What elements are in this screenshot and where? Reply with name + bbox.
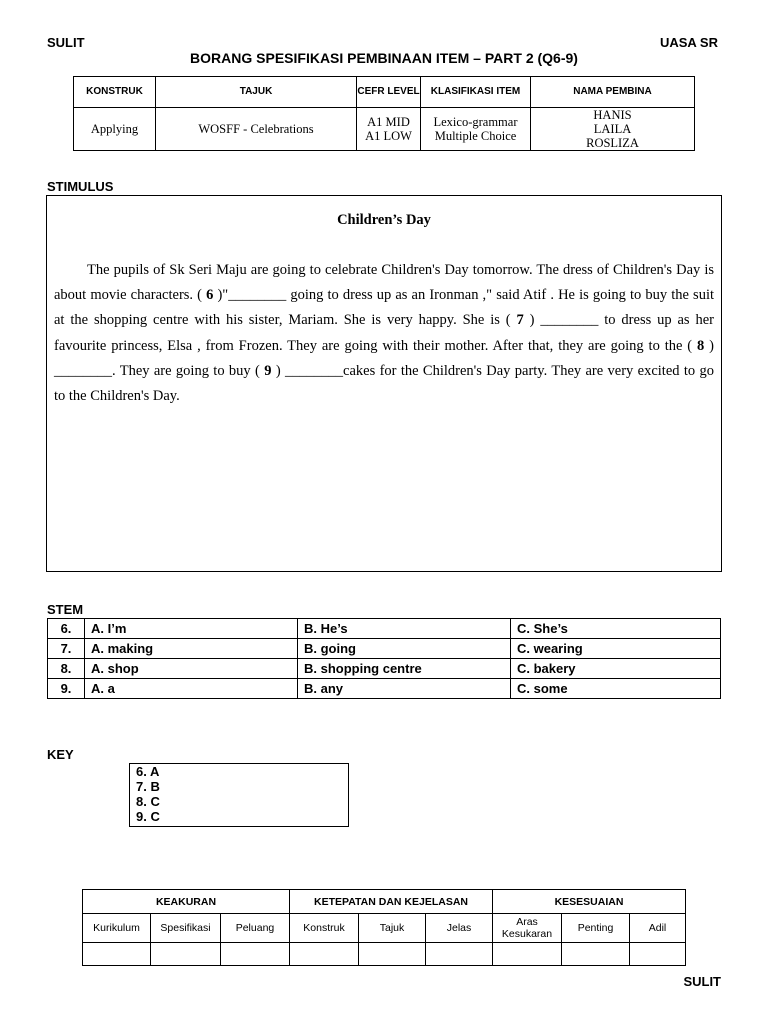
stem-option-b: B. any bbox=[298, 679, 511, 699]
spec-cefr-1: A1 MID bbox=[367, 115, 410, 129]
review-table bbox=[82, 889, 686, 966]
stimulus-box bbox=[46, 195, 722, 572]
stem-row bbox=[48, 659, 721, 679]
review-cell bbox=[290, 943, 359, 966]
stem-row bbox=[48, 679, 721, 699]
stem-row bbox=[48, 619, 721, 639]
stem-option-a: A. shop bbox=[85, 659, 298, 679]
stem-option-a: A. a bbox=[85, 679, 298, 699]
spec-header-cefr: CEFR LEVEL bbox=[357, 77, 421, 108]
review-col-penting: Penting bbox=[562, 914, 630, 943]
spec-tajuk: WOSFF - Celebrations bbox=[156, 108, 357, 151]
spec-klasifikasi bbox=[421, 108, 531, 151]
stem-table bbox=[47, 618, 721, 699]
review-col-adil: Adil bbox=[630, 914, 686, 943]
review-cell bbox=[562, 943, 630, 966]
review-col-peluang: Peluang bbox=[221, 914, 290, 943]
review-group-kesesuaian: KESESUAIAN bbox=[493, 890, 686, 914]
stimulus-label: STIMULUS bbox=[47, 179, 114, 194]
answer-key-item: 8. C bbox=[136, 794, 160, 809]
stem-label: STEM bbox=[47, 602, 84, 617]
spec-table bbox=[73, 76, 695, 151]
stem-number: 9. bbox=[48, 679, 85, 699]
review-cell bbox=[221, 943, 290, 966]
answer-key-box bbox=[129, 763, 349, 827]
exam-code: UASA SR bbox=[659, 35, 718, 50]
classification-footer: SULIT bbox=[683, 974, 721, 989]
review-cell bbox=[630, 943, 686, 966]
stimulus-title: Children’s Day bbox=[337, 212, 431, 228]
blank-number-6: 6 bbox=[206, 287, 214, 304]
stem-option-c: C. some bbox=[511, 679, 721, 699]
review-group-keakuran: KEAKURAN bbox=[83, 890, 290, 914]
review-cell bbox=[493, 943, 562, 966]
blank-number-7: 7 bbox=[516, 312, 524, 329]
spec-klasifikasi-2: Multiple Choice bbox=[434, 129, 517, 143]
stem-row bbox=[48, 639, 721, 659]
spec-header-tajuk: TAJUK bbox=[156, 77, 357, 108]
classification-left: SULIT bbox=[47, 35, 85, 50]
stem-option-a: A. I’m bbox=[85, 619, 298, 639]
spec-pembina-3: ROSLIZA bbox=[586, 136, 639, 150]
review-cell bbox=[426, 943, 493, 966]
review-cell bbox=[359, 943, 426, 966]
stimulus-passage: The pupils of Sk Seri Maju are going to celebrate Children's Day tomorrow. The dress of Children's Day is about movie characters. ( 6 )"________ going to dress up as an Ironman ," said Atif . He is going to buy the suit at the shopping centre with his sister, Mariam. She is very happy. She is ( 7 ) ________ to dress up as her favourite princess, Elsa , from Frozen. They are going with their mother. After that, they are going to the ( 8 ) ________. They are going to buy ( 9 ) ________cakes for the Children's Day party. They are very excited to go to the Children's Day. bbox=[54, 262, 715, 405]
spec-header-klasifikasi: KLASIFIKASI ITEM bbox=[421, 77, 531, 108]
spec-cefr bbox=[357, 108, 421, 151]
review-cell bbox=[83, 943, 151, 966]
review-group-ketepatan: KETEPATAN DAN KEJELASAN bbox=[290, 890, 493, 914]
review-col-tajuk: Tajuk bbox=[359, 914, 426, 943]
spec-header-pembina: NAMA PEMBINA bbox=[531, 77, 695, 108]
stem-option-c: C. She’s bbox=[511, 619, 721, 639]
spec-pembina bbox=[531, 108, 695, 151]
review-col-jelas: Jelas bbox=[426, 914, 493, 943]
spec-header-konstruk: KONSTRUK bbox=[74, 77, 156, 108]
review-cell bbox=[151, 943, 221, 966]
stem-number: 7. bbox=[48, 639, 85, 659]
stem-option-b: B. shopping centre bbox=[298, 659, 511, 679]
review-col-kurikulum: Kurikulum bbox=[83, 914, 151, 943]
answer-key-item: 9. C bbox=[136, 809, 160, 824]
spec-cefr-2: A1 LOW bbox=[365, 129, 412, 143]
stem-option-a: A. making bbox=[85, 639, 298, 659]
review-col-konstruk: Konstruk bbox=[290, 914, 359, 943]
form-title: BORANG SPESIFIKASI PEMBINAAN ITEM – PART 2 (Q6-9) bbox=[190, 50, 578, 66]
answer-key-item: 7. B bbox=[136, 779, 160, 794]
key-label: KEY bbox=[47, 747, 74, 762]
blank-number-8: 8 bbox=[697, 337, 705, 354]
spec-pembina-1: HANIS bbox=[593, 108, 632, 122]
stem-option-b: B. going bbox=[298, 639, 511, 659]
stem-option-c: C. wearing bbox=[511, 639, 721, 659]
stem-number: 8. bbox=[48, 659, 85, 679]
stem-option-c: C. bakery bbox=[511, 659, 721, 679]
answer-key-item: 6. A bbox=[136, 764, 160, 779]
stem-number: 6. bbox=[48, 619, 85, 639]
review-col-aras-kesukaran: Aras Kesukaran bbox=[493, 914, 562, 943]
review-col-spesifikasi: Spesifikasi bbox=[151, 914, 221, 943]
stem-option-b: B. He’s bbox=[298, 619, 511, 639]
blank-number-9: 9 bbox=[264, 362, 272, 379]
spec-pembina-2: LAILA bbox=[593, 122, 632, 136]
spec-konstruk: Applying bbox=[74, 108, 156, 151]
spec-klasifikasi-1: Lexico-grammar bbox=[433, 115, 518, 129]
